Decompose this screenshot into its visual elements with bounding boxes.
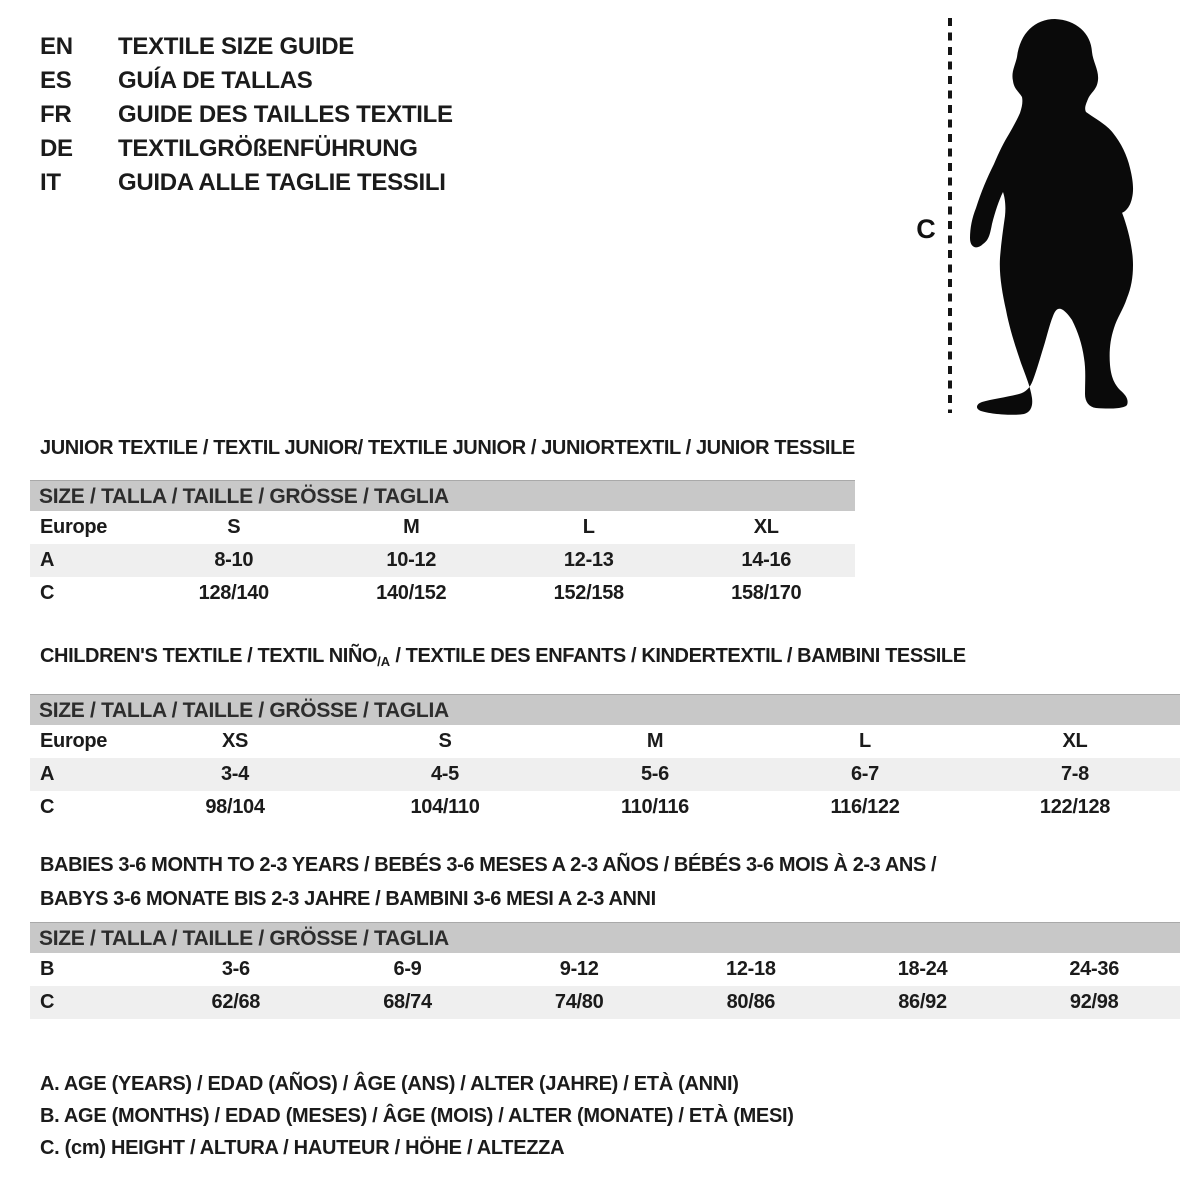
table-cell: 104/110 (410, 796, 480, 818)
junior-table-title: JUNIOR TEXTILE / TEXTIL JUNIOR/ TEXTILE JUNIOR / JUNIORTEXTIL / JUNIOR TESSILE (40, 437, 855, 459)
table-cell: 12-18 (726, 958, 776, 980)
junior-table (30, 436, 855, 610)
table-cell: 140/152 (376, 582, 447, 604)
table-row-c (30, 986, 1180, 1019)
row-label: A (40, 763, 55, 785)
table-cell: 3-6 (221, 958, 250, 980)
language-title: GUIDA ALLE TAGLIE TESSILI (118, 169, 446, 196)
table-cell: 8-10 (214, 549, 254, 571)
table-row-b (30, 953, 1180, 986)
language-code: DE (40, 135, 73, 162)
language-row (40, 30, 453, 64)
table-cell: 6-7 (850, 763, 879, 785)
language-title: TEXTILE SIZE GUIDE (118, 33, 354, 60)
row-label: C (40, 796, 55, 818)
table-cell: 110/116 (621, 796, 689, 818)
row-label: Europe (40, 516, 108, 538)
toddler-silhouette-icon (970, 19, 1133, 415)
table-cell: 92/98 (1069, 991, 1119, 1013)
table-cell: 24-36 (1069, 958, 1120, 980)
table-row-c (30, 791, 1180, 824)
size-header-bar: SIZE / TALLA / TAILLE / GRÖSSE / TAGLIA (30, 922, 1180, 953)
table-cell: 86/92 (898, 991, 947, 1013)
table-cell: S (227, 516, 241, 538)
language-code: ES (40, 67, 72, 94)
legend-line-a: A. AGE (YEARS) / EDAD (AÑOS) / ÂGE (ANS) / ALTER (JAHRE) / ETÀ (ANNI) (40, 1073, 739, 1095)
measure-label-c: C (916, 214, 936, 244)
table-cell: XS (221, 730, 249, 752)
table-cell: 9-12 (559, 958, 599, 980)
table-row-a (30, 758, 1180, 791)
babies-table-title-line2: BABYS 3-6 MONATE BIS 2-3 JAHRE / BAMBINI 3-6 MESI A 2-3 ANNI (40, 888, 656, 910)
title-text: / TEXTILE DES ENFANTS / KINDERTEXTIL / BAMBINI TESSILE (390, 645, 966, 667)
row-label: B (40, 958, 55, 980)
table-cell: 14-16 (741, 549, 792, 571)
children-table-title (40, 644, 1180, 674)
table-cell: 116/122 (830, 796, 900, 818)
language-row (40, 132, 453, 166)
table-cell: 6-9 (393, 958, 422, 980)
table-cell: 128/140 (198, 582, 269, 604)
table-cell: 4-5 (430, 763, 459, 785)
language-title: TEXTILGRÖßENFÜHRUNG (118, 135, 418, 162)
table-cell: XL (753, 516, 779, 538)
table-cell: 80/86 (726, 991, 776, 1013)
language-row (40, 98, 453, 132)
table-cell: 74/80 (554, 991, 604, 1013)
table-row-a (30, 544, 855, 577)
table-cell: 5-6 (640, 763, 669, 785)
language-title: GUIDE DES TAILLES TEXTILE (118, 101, 453, 128)
babies-table-title-line1: BABIES 3-6 MONTH TO 2-3 YEARS / BEBÉS 3-6 MESES A 2-3 AÑOS / BÉBÉS 3-6 MOIS À 2-3 ANS / (40, 854, 937, 876)
table-cell: 18-24 (897, 958, 948, 980)
legend-line-c: C. (cm) HEIGHT / ALTURA / HAUTEUR / HÖHE / ALTEZZA (40, 1137, 565, 1159)
table-cell: 10-12 (386, 549, 437, 571)
row-label: C (40, 991, 55, 1013)
toddler-silhouette-figure (880, 0, 1200, 430)
table-cell: 122/128 (1039, 796, 1111, 818)
legend (40, 1068, 794, 1164)
children-table (30, 644, 1180, 824)
table-cell: M (403, 516, 420, 538)
title-text: CHILDREN'S TEXTILE / TEXTIL NIÑO (40, 645, 378, 667)
legend-line-b: B. AGE (MONTHS) / EDAD (MESES) / ÂGE (MOIS) / ALTER (MONATE) / ETÀ (MESI) (40, 1105, 794, 1127)
row-label: C (40, 582, 55, 604)
table-cell: 98/104 (205, 796, 265, 818)
language-code: IT (40, 169, 61, 196)
language-code: FR (40, 101, 72, 128)
table-row-europe (30, 511, 855, 544)
row-label: Europe (40, 730, 108, 752)
table-cell: L (582, 516, 595, 538)
table-cell: S (438, 730, 452, 752)
size-header-bar: SIZE / TALLA / TAILLE / GRÖSSE / TAGLIA (30, 694, 1180, 725)
language-row (40, 64, 453, 98)
table-row-c (30, 577, 855, 610)
table-row-europe (30, 725, 1180, 758)
table-cell: 62/68 (211, 991, 261, 1013)
language-code: EN (40, 33, 73, 60)
table-cell: 152/158 (553, 582, 624, 604)
table-cell: M (646, 730, 664, 752)
babies-table (30, 848, 1180, 1019)
table-cell: 3-4 (220, 763, 249, 785)
language-title: GUÍA DE TALLAS (118, 67, 313, 94)
size-header-bar: SIZE / TALLA / TAILLE / GRÖSSE / TAGLIA (30, 480, 855, 511)
table-cell: 12-13 (563, 549, 614, 571)
table-cell: 7-8 (1060, 763, 1089, 785)
table-cell: 68/74 (383, 991, 432, 1013)
table-cell: XL (1062, 730, 1088, 752)
row-label: A (40, 549, 55, 571)
title-subscript: /A (377, 654, 391, 669)
table-cell: L (859, 730, 871, 752)
language-row (40, 166, 453, 200)
table-cell: 158/170 (731, 582, 802, 604)
language-list (40, 30, 453, 200)
